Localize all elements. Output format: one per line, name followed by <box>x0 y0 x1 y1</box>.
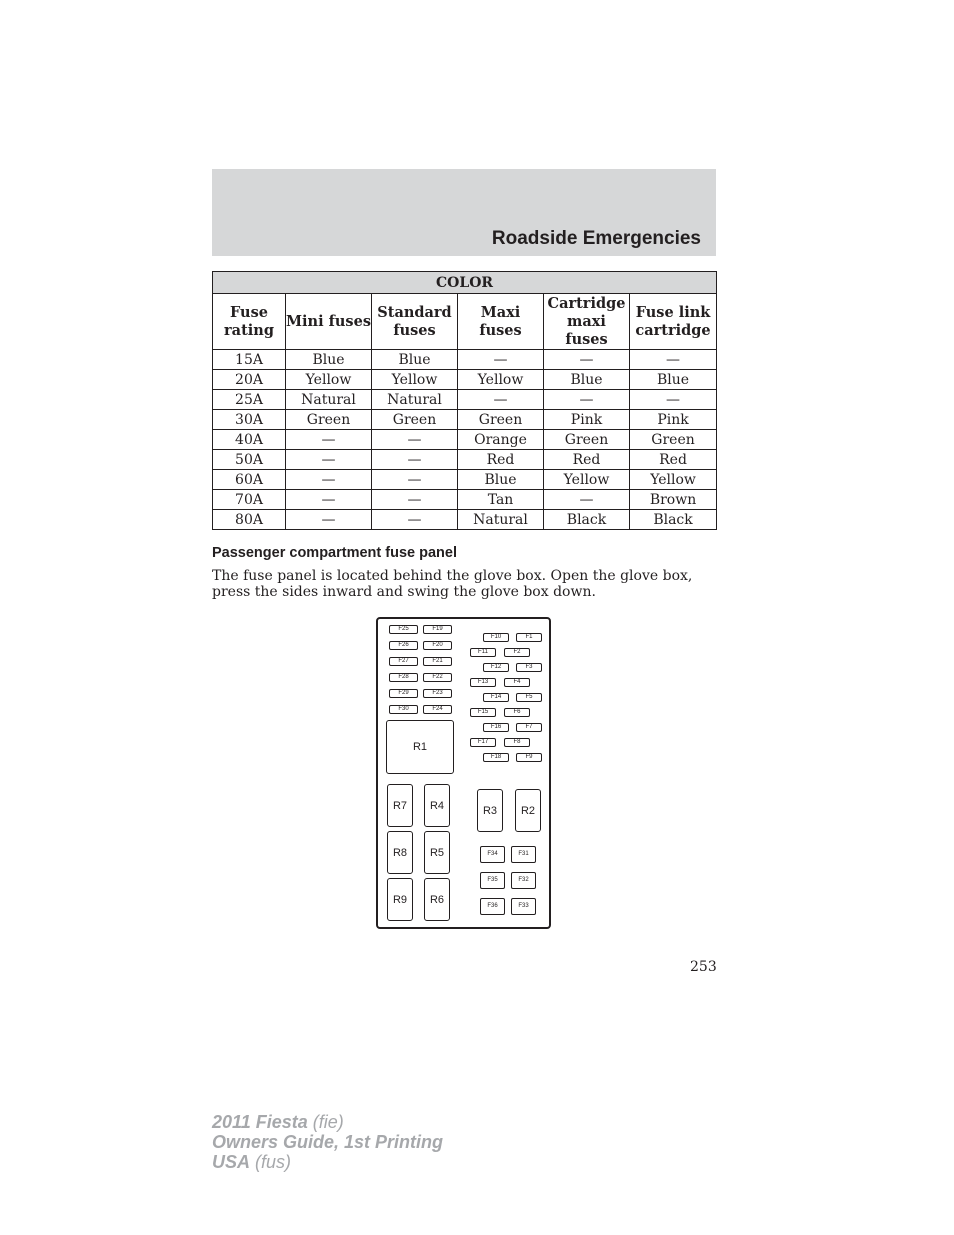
relay-r9: R9 <box>387 878 413 921</box>
fuse-f24: F24 <box>423 705 452 714</box>
table-cell: — <box>286 490 372 510</box>
fuse-f23: F23 <box>423 689 452 698</box>
fuse-f21: F21 <box>423 657 452 666</box>
table-cell: 40A <box>213 430 286 450</box>
fuse-f29: F29 <box>389 689 418 698</box>
table-cell: Green <box>630 430 717 450</box>
table-cell: — <box>544 390 630 410</box>
table-cell: Red <box>458 450 544 470</box>
table-cell: — <box>286 450 372 470</box>
relay-r8: R8 <box>387 831 413 874</box>
table-row <box>213 430 717 450</box>
fuse-f35: F35 <box>480 872 505 889</box>
table-row <box>213 390 717 410</box>
table-row <box>213 410 717 430</box>
table-cell: Blue <box>286 350 372 370</box>
table-cell: — <box>286 510 372 530</box>
table-cell: — <box>372 470 458 490</box>
fuse-f18: F18 <box>483 753 509 762</box>
fuse-f36: F36 <box>480 898 505 915</box>
column-header: Maxi fuses <box>458 294 544 350</box>
fuse-f9: F9 <box>516 753 542 762</box>
fuse-f3: F3 <box>516 663 542 672</box>
table-cell: Green <box>286 410 372 430</box>
table-cell: — <box>372 490 458 510</box>
fuse-f19: F19 <box>423 625 452 634</box>
table-cell: Blue <box>544 370 630 390</box>
fuse-f11: F11 <box>470 648 496 657</box>
footer <box>212 1112 443 1172</box>
fuse-f10: F10 <box>483 633 509 642</box>
section-heading: Passenger compartment fuse panel <box>212 545 457 561</box>
fuse-f22: F22 <box>423 673 452 682</box>
fuse-f6: F6 <box>504 708 530 717</box>
page-title: Roadside Emergencies <box>491 228 701 249</box>
table-cell: Green <box>372 410 458 430</box>
table-cell: — <box>286 430 372 450</box>
table-cell: Red <box>630 450 717 470</box>
table-cell: — <box>630 390 717 410</box>
table-cell: Brown <box>630 490 717 510</box>
table-cell: — <box>286 470 372 490</box>
table-cell: — <box>458 390 544 410</box>
table-cell: Pink <box>630 410 717 430</box>
column-header: Standard fuses <box>372 294 458 350</box>
table-cell: 80A <box>213 510 286 530</box>
table-cell: 60A <box>213 470 286 490</box>
table-cell: — <box>372 510 458 530</box>
relay-r4: R4 <box>424 784 450 827</box>
table-row <box>213 370 717 390</box>
table-band-header: COLOR <box>213 272 717 294</box>
table-cell: — <box>544 350 630 370</box>
table-cell: Blue <box>630 370 717 390</box>
table-cell: — <box>372 450 458 470</box>
fuse-f17: F17 <box>470 738 496 747</box>
fuse-f28: F28 <box>389 673 418 682</box>
fuse-f2: F2 <box>504 648 530 657</box>
fuse-f27: F27 <box>389 657 418 666</box>
column-header: Mini fuses <box>286 294 372 350</box>
relay-r5: R5 <box>424 831 450 874</box>
fuse-color-table <box>212 271 717 530</box>
table-row <box>213 450 717 470</box>
table-cell: Red <box>544 450 630 470</box>
table-cell: 50A <box>213 450 286 470</box>
fuse-f13: F13 <box>470 678 496 687</box>
table-cell: Natural <box>286 390 372 410</box>
table-cell: 70A <box>213 490 286 510</box>
fuse-f4: F4 <box>504 678 530 687</box>
table-cell: Yellow <box>544 470 630 490</box>
table-cell: Tan <box>458 490 544 510</box>
table-cell: 15A <box>213 350 286 370</box>
table-cell: 25A <box>213 390 286 410</box>
table-cell: Yellow <box>372 370 458 390</box>
fuse-f31: F31 <box>511 846 536 863</box>
table-cell: Yellow <box>630 470 717 490</box>
table-cell: Blue <box>458 470 544 490</box>
table-cell: Black <box>630 510 717 530</box>
table-cell: — <box>630 350 717 370</box>
fuse-f15: F15 <box>470 708 496 717</box>
relay-r7: R7 <box>387 784 413 827</box>
footer-model: 2011 Fiesta <box>212 1112 308 1132</box>
fuse-f32: F32 <box>511 872 536 889</box>
fuse-f8: F8 <box>504 738 530 747</box>
table-cell: Green <box>544 430 630 450</box>
table-cell: Pink <box>544 410 630 430</box>
table-cell: Black <box>544 510 630 530</box>
footer-model-code: (fie) <box>312 1112 344 1132</box>
relay-r6: R6 <box>424 878 450 921</box>
table-cell: 20A <box>213 370 286 390</box>
table-cell: Yellow <box>458 370 544 390</box>
column-header: Cartridge maxi fuses <box>544 294 630 350</box>
fuse-f5: F5 <box>516 693 542 702</box>
table-cell: Yellow <box>286 370 372 390</box>
table-cell: 30A <box>213 410 286 430</box>
table-cell: — <box>372 430 458 450</box>
fuse-panel-diagram <box>376 617 551 929</box>
fuse-f33: F33 <box>511 898 536 915</box>
column-header: Fuse rating <box>213 294 286 350</box>
fuse-f25: F25 <box>389 625 418 634</box>
footer-market-code: (fus) <box>255 1152 292 1172</box>
relay-r2: R2 <box>515 789 541 832</box>
fuse-f20: F20 <box>423 641 452 650</box>
fuse-f14: F14 <box>483 693 509 702</box>
footer-guide: Owners Guide, 1st Printing <box>212 1132 444 1152</box>
section-body: The fuse panel is located behind the glove box. Open the glove box, press the sides inward and swing the glove box down. <box>212 568 693 600</box>
column-header: Fuse link cartridge <box>630 294 717 350</box>
fuse-f30: F30 <box>389 705 418 714</box>
footer-market: USA <box>212 1152 251 1172</box>
table-cell: Orange <box>458 430 544 450</box>
fuse-f1: F1 <box>516 633 542 642</box>
table-cell: Natural <box>458 510 544 530</box>
fuse-f34: F34 <box>480 846 505 863</box>
table-row <box>213 470 717 490</box>
header-band <box>212 169 716 256</box>
table-row <box>213 350 717 370</box>
table-cell: Blue <box>372 350 458 370</box>
page-number: 253 <box>690 959 717 975</box>
fuse-f26: F26 <box>389 641 418 650</box>
relay-r1: R1 <box>386 720 454 774</box>
fuse-f7: F7 <box>516 723 542 732</box>
table-cell: Green <box>458 410 544 430</box>
table-row <box>213 510 717 530</box>
relay-r3: R3 <box>477 789 503 832</box>
fuse-f12: F12 <box>483 663 509 672</box>
fuse-f16: F16 <box>483 723 509 732</box>
table-row <box>213 490 717 510</box>
table-cell: — <box>544 490 630 510</box>
table-cell: Natural <box>372 390 458 410</box>
table-cell: — <box>458 350 544 370</box>
